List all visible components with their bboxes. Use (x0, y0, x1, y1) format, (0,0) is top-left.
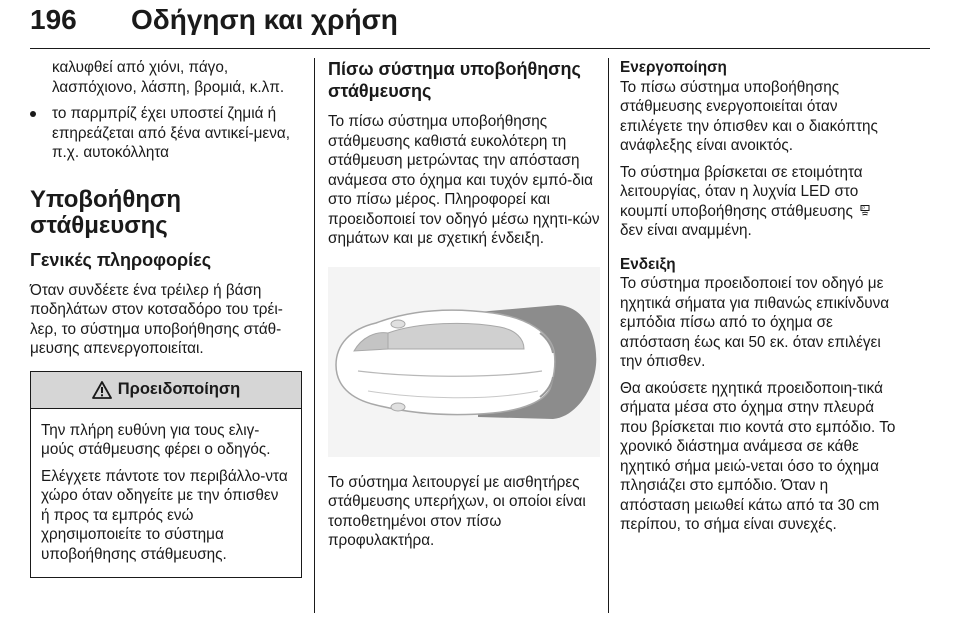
column-right (620, 58, 900, 542)
rear-sensor-figure (328, 267, 600, 457)
warning-text-1: Την πλήρη ευθύνη για τους ελιγ-μούς στάθμευσης φέρει ο οδηγός. (41, 421, 271, 458)
warning-triangle-icon (92, 381, 112, 399)
bullet-dot-icon (30, 111, 36, 117)
page-number: 196 (30, 4, 77, 35)
column-left (30, 58, 302, 578)
activation-title: Ενεργοποίηση (620, 59, 727, 76)
rear-assist-title: Πίσω σύστημα υποβοήθησης στάθμευσης (328, 59, 581, 101)
warning-body (31, 409, 301, 578)
page-header (30, 4, 930, 48)
svg-text:P: P (862, 205, 866, 211)
section-title: Υποβοήθηση στάθμευσης (30, 185, 182, 239)
rear-assist-text-1: Το πίσω σύστημα υποβοήθησης στάθμευσης καθιστά ευκολότερη τη στάθμευση μετρώντας την απόσταση ανάμεσα στο όχημα και τυχόν εμπό-δια στο πίσω μέρος. Πληροφορεί και προειδοποιεί τον οδηγό μέσω ηχητι-κών σημάτων και με σχετική ένδειξη. (328, 113, 600, 247)
indication-text-2: Θα ακούσετε ηχητικά προειδοποιη-τικά σήματα μέσα στο όχημα στην πλευρά που βρίσκεται πιο κοντά στο εμπόδιο. Το χρονικό διάστημα ανάμεσα σε κάθε ηχητικό σήμα μειώ-νεται όσο το όχημα πλησιάζει στο εμπόδιο. Όταν η απόσταση μειωθεί κάτω από τα 30 cm περίπου, το σήμα είναι συνεχές. (620, 379, 896, 533)
subsection-title: Γενικές πληροφορίες (30, 249, 212, 270)
car-rear-illustration (328, 267, 600, 457)
chapter-title: Οδήγηση και χρήση (131, 4, 398, 35)
general-text: Όταν συνδέετε ένα τρέιλερ ή βάση ποδηλάτων στον κοτσαδόρο του τρέι-λερ, το σύστημα υποβοήθησης στάθ-μευσης απενεργοποιείται. (30, 281, 283, 357)
ready-text-end: δεν είναι αναμμένη. (620, 222, 752, 239)
warning-title: Προειδοποίηση (117, 379, 241, 398)
indication-title: Ενδειξη (620, 255, 676, 273)
warning-header (31, 372, 301, 409)
ready-text (620, 163, 900, 241)
intro-continuation: καλυφθεί από χιόνι, πάγο, λασπόχιονο, λάσπη, βρομιά, κ.λπ. (52, 59, 285, 96)
parking-assist-icon (860, 205, 870, 217)
column-divider-1 (314, 58, 315, 613)
indication-text-1: Το σύστημα προειδοποιεί τον οδηγό με ηχητικά σήματα για πιθανώς επικίνδυνα εμπόδια πίσω από το όχημα σε απόσταση έως και 50 εκ. όταν επιλέγει την όπισθεν. (620, 275, 890, 370)
ready-text-start: Το σύστημα βρίσκεται σε ετοιμότητα λειτουργίας, όταν η λυχνία LED στο κουμπί υποβοήθησης στάθμευσης (620, 163, 863, 220)
warning-box (30, 371, 302, 579)
bullet-item (30, 104, 302, 163)
rear-assist-text-2: Το σύστημα λειτουργεί με αισθητήρες στάθμευσης υπερήχων, οι οποίοι είναι τοποθετημένοι στον πίσω προφυλακτήρα. (328, 473, 586, 549)
warning-text-2: Ελέγχετε πάντοτε τον περιβάλλο-ντα χώρο όταν οδηγείτε με την όπισθεν ή προς τα εμπρός ενώ χρησιμοποιείτε το σύστημα υποβοήθησης στάθμευσης. (41, 467, 288, 563)
activation-text: Το πίσω σύστημα υποβοήθησης στάθμευσης ενεργοποιείται όταν επιλέγετε την όπισθεν και ο διακόπτης ανάφλεξης είναι ανοικτός. (620, 78, 878, 154)
column-divider-2 (608, 58, 609, 613)
header-rule (30, 48, 930, 49)
bullet-text: το παρμπρίζ έχει υποστεί ζημιά ή επηρεάζεται από ξένα αντικεί-μενα, π.χ. αυτοκόλλητα (52, 105, 290, 161)
column-middle (328, 58, 600, 558)
